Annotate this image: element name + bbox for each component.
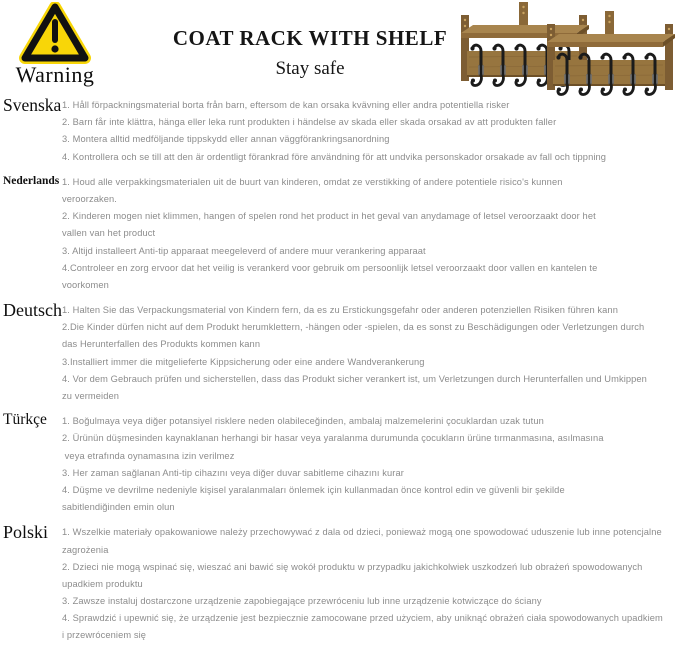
warning-line: sabitlendiğinden emin olun <box>62 502 175 513</box>
warning-line: 1. Houd alle verpakkingsmaterialen uit de buurt van kinderen, omdat ze verstikking of andere potentiele risico's kunnen <box>62 176 563 187</box>
warning-line: 1. Boğulmaya veya diğer potansiyel risklere neden olabileceğinden, ambalaj malzemelerini çocuklardan uzak tutun <box>62 416 544 427</box>
sections-container <box>3 96 679 652</box>
warning-lines <box>62 173 679 294</box>
language-label: Svenska <box>3 95 62 115</box>
warning-line: i przewróceniem się <box>62 630 147 641</box>
warning-line: 1. Håll förpackningsmaterial borta från barn, eftersom de kan orsaka kvävning eller andra potentiella risker <box>62 100 510 110</box>
warning-line: 4. Sprawdzić i upewnić się, że urządzenie jest bezpiecznie zamocowane przed użyciem, aby uniknąć obrażeń ciała spowodowanych upadkiem <box>62 613 663 624</box>
warning-line: 3. Her zaman sağlanan Anti-tip cihazını veya diğer duvar sabitleme cihazını kurar <box>62 467 404 478</box>
warning-line: veroorzaken. <box>62 193 117 204</box>
warning-line: 3. Montera alltid medföljande tippskydd eller annan väggförankringsanordning <box>62 134 390 145</box>
warning-line: 2. Dzieci nie mogą wspinać się, wieszać ani bawić się wokół produktu w przypadku jakichkolwiek uszkodzeń lub obrażeń spowodowanych <box>62 561 643 572</box>
warning-line: vallen van het product <box>62 228 156 239</box>
language-section <box>3 173 679 294</box>
warning-line: voorkomen <box>62 279 109 290</box>
warning-block <box>0 2 110 88</box>
warning-line: 2. Barn får inte klättra, hänga eller leka runt produkten i händelse av skada eller skada orsakad av att produkten faller <box>62 117 557 128</box>
warning-line: 1. Wszelkie materiały opakowaniowe należy przechowywać z dala od dzieci, ponieważ mogą one spowodować uduszenie lub inne potencjalne <box>62 527 662 538</box>
language-label: Nederlands <box>3 174 60 187</box>
language-label: Türkçe <box>3 411 47 429</box>
warning-line: 2. Ürünün düşmesinden kaynaklanan herhangi bir hasar veya yaralanma durumunda çocukların ürüne tırmanmasına, asılmasına <box>62 433 604 444</box>
warning-line: 2.Die Kinder dürfen nicht auf dem Produkt herumklettern, -hängen oder -spielen, da es sonst zu Beschädigungen oder Verletzungen durch <box>62 322 645 333</box>
warning-lines <box>62 301 679 405</box>
warning-line: 4. Kontrollera och se till att den är ordentligt förankrad före användning för att undvika personskador orsakade av fall och tippning <box>62 151 607 162</box>
language-section <box>3 412 679 516</box>
language-section <box>3 96 679 166</box>
warning-line: zu vermeiden <box>62 391 120 401</box>
warning-line: 1. Halten Sie das Verpackungsmaterial von Kindern fern, da es zu Erstickungsgefahr oder anderen potenziellen Risiken führen kann <box>62 305 618 316</box>
warning-line: veya etrafında oynamasına izin verilmez <box>62 450 235 461</box>
coat-rack-image <box>455 0 679 96</box>
page-title: COAT RACK WITH SHELF <box>172 26 448 50</box>
product-photo <box>455 0 679 96</box>
header <box>0 0 679 96</box>
title-block <box>130 26 490 80</box>
warning-lines <box>62 96 679 166</box>
warning-lines <box>62 412 679 516</box>
language-label: Polski <box>3 522 49 543</box>
language-label: Deutsch <box>3 300 62 321</box>
warning-line: zagrożenia <box>62 544 109 555</box>
warning-line: 3. Zawsze instaluj dostarczone urządzenie zapobiegające przewróceniu lub inne urządzenie kotwiczące do ściany <box>62 596 542 607</box>
warning-line: 4. Düşme ve devrilme nedeniyle kişisel yaralanmaları önlemek için kullanmadan önce kontrol edin ve güvenli bir şekilde <box>62 484 565 495</box>
warning-line: 4. Vor dem Gebrauch prüfen und sicherstellen, dass das Produkt sicher verankert ist, um Verletzungen durch Herunterfallen und Umkippen <box>62 373 647 384</box>
warning-line: 3.Installiert immer die mitgelieferte Kippsicherung oder eine andere Wandverankerung <box>62 356 425 367</box>
language-section <box>3 301 679 405</box>
warning-line: 3. Altijd installeert Anti-tip apparaat meegeleverd of andere muur verankering apparaat <box>62 245 426 256</box>
language-section <box>3 523 679 644</box>
warning-triangle-icon <box>19 2 91 64</box>
warning-line: das Herunterfallen des Produkts kommen kann <box>62 339 261 350</box>
warning-line: upadkiem produktu <box>62 578 143 589</box>
warning-line: 2. Kinderen mogen niet klimmen, hangen of spelen rond het product in het geval van anydamage of letsel veroorzaakt door het <box>62 211 596 222</box>
page-subtitle: Stay safe <box>275 58 345 79</box>
warning-line: 4.Controleer en zorg ervoor dat het veilig is verankerd voor gebruik om persoonlijk letsel veroorzaakt door vallen en kantelen te <box>62 262 598 273</box>
warning-lines <box>62 523 679 644</box>
warning-label: Warning <box>15 62 95 87</box>
